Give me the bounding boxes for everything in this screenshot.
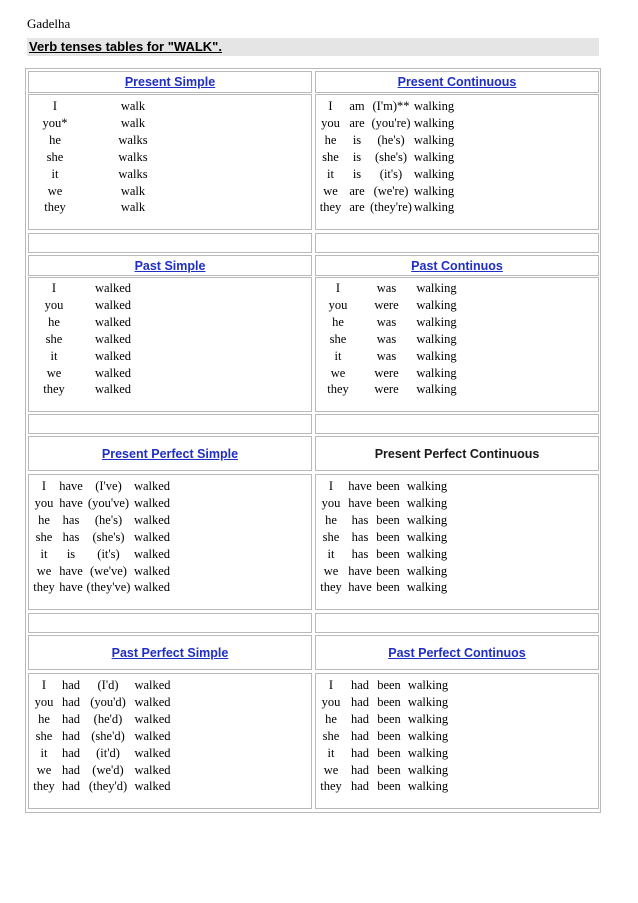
table-cell: have [348,495,372,510]
present-simple-header: Present Simple [28,71,312,93]
spacer-cell [28,414,312,434]
table-row [31,365,149,382]
table-cell: we [47,183,63,198]
table-cell: had [61,694,81,709]
table-cell: he [38,512,50,527]
present-perfect-continuous-cell [315,474,599,610]
table-cell: been [376,546,400,561]
table-row [31,331,149,348]
table-row [31,694,174,711]
table-cell: has [62,512,80,527]
table-cell: walking [407,694,449,709]
table-cell: walking [413,200,455,215]
table-cell: walked [133,529,171,544]
table-row [316,149,455,166]
spacer-cell [28,233,312,253]
table-cell: are [349,115,365,130]
spacer-cell [315,414,599,434]
table-cell: (we'd) [92,762,124,777]
table-cell: (we're) [373,183,409,198]
table-cell: it [327,745,335,760]
table-cell: he [48,314,60,329]
table-cell: he [324,132,337,147]
author-name: Gadelha [27,16,71,31]
table-cell: had [350,779,370,794]
table-row [317,331,459,348]
table-cell: been [376,563,400,578]
table-cell: was [376,331,397,346]
table-row [317,745,453,762]
table-cell: (she'd) [91,728,125,743]
table-row [317,512,453,529]
table-cell: he [325,512,337,527]
past-perfect-simple-table [31,677,174,795]
table-cell: we [36,762,52,777]
table-row [317,546,453,563]
table-cell: it [40,745,48,760]
table-row [317,677,453,694]
table-cell: (it'd) [96,745,120,760]
table-cell: it [51,166,59,181]
table-row [317,694,453,711]
table-cell: have [348,580,372,595]
table-cell: walked [134,779,171,794]
table-cell: is [352,132,362,147]
table-cell: you [328,297,348,312]
past-simple-table [31,280,149,398]
table-cell: walked [134,762,171,777]
table-row [31,314,149,331]
table-row [316,115,455,132]
table-row [317,365,459,382]
table-cell: walking [416,331,457,346]
table-cell: walked [133,512,171,527]
table-cell: been [376,580,400,595]
table-cell: had [61,711,81,726]
table-cell: he [325,711,337,726]
table-cell: had [61,745,81,760]
table-cell: walked [133,580,171,595]
table-cell: walking [413,149,455,164]
table-cell: walking [413,132,455,147]
table-row [31,495,172,512]
table-cell: you [44,297,64,312]
present-perfect-continuous-header: Present Perfect Continuous [315,436,599,471]
table-row [316,199,455,216]
table-row [31,183,187,200]
table-cell: she [35,728,53,743]
table-cell: been [377,694,401,709]
table-cell: have [59,563,83,578]
table-cell: walked [134,711,171,726]
past-continuous-table [317,280,459,398]
table-cell: walk [120,115,146,130]
table-row [31,512,172,529]
table-cell: walked [134,728,171,743]
table-cell: been [377,678,401,692]
present-continuous-table [316,98,455,216]
table-row [31,728,174,745]
table-row [316,98,455,115]
table-cell: we [46,365,62,380]
table-cell: we [330,365,346,380]
table-cell: was [376,281,397,295]
table-cell: I [328,99,333,113]
table-cell: you [321,115,340,130]
table-cell: walking [406,512,448,527]
table-cell: had [350,728,370,743]
table-cell: walking [407,728,449,743]
table-row [31,563,172,580]
table-cell: walks [118,132,148,147]
table-row [31,115,187,132]
table-cell: walking [407,762,449,777]
table-cell: we [323,563,339,578]
table-cell: I [328,678,334,692]
table-row [31,199,187,216]
table-cell: it [327,546,335,561]
table-cell: walked [94,297,132,312]
table-cell: has [351,546,369,561]
table-row [31,98,187,115]
table-cell: (they're) [370,200,412,215]
table-row [317,478,453,495]
table-row [317,280,459,297]
table-cell: they [43,382,65,397]
present-perfect-simple-table [31,478,172,596]
table-cell: I [328,479,334,493]
table-cell: have [59,580,83,595]
table-cell: she [322,728,340,743]
table-cell: were [374,382,399,397]
table-cell: were [374,365,399,380]
table-cell: (I've) [95,479,122,493]
table-cell: has [62,529,80,544]
table-cell: (they'd) [88,779,128,794]
table-row [31,579,172,596]
table-cell: been [377,711,401,726]
table-cell: been [376,512,400,527]
table-cell: it [50,348,58,363]
table-row [317,778,453,795]
table-row [317,579,453,596]
spacer-cell [315,613,599,633]
table-cell: walked [134,694,171,709]
table-cell: you [34,694,54,709]
table-cell: walked [133,479,171,493]
table-cell: walked [94,314,132,329]
table-cell: was [376,314,397,329]
table-cell: walking [406,546,448,561]
table-cell: I [52,99,58,113]
table-cell: been [377,745,401,760]
past-perfect-continuous-cell [315,673,599,809]
table-cell: they [33,779,55,794]
table-cell: walking [416,314,457,329]
table-cell: (it's) [97,546,120,561]
table-cell: walked [134,678,171,692]
table-cell: he [38,711,50,726]
table-cell: walking [413,166,455,181]
table-cell: walking [413,115,455,130]
table-cell: they [320,580,342,595]
present-perfect-continuous-table [317,478,453,596]
past-simple-header: Past Simple [28,255,312,276]
table-cell: have [59,479,83,493]
table-cell: had [350,694,370,709]
present-continuous-header: Present Continuous [315,71,599,93]
table-cell: walked [133,563,171,578]
table-row [317,381,459,398]
table-cell: they [319,200,342,215]
past-perfect-simple-header: Past Perfect Simple [28,635,312,670]
document-title: Verb tenses tables for "WALK". [27,38,599,56]
table-cell: we [323,183,338,198]
table-cell: had [61,678,81,692]
table-cell: I [335,281,341,295]
past-perfect-continuous-table [317,677,453,795]
table-cell: (it's) [379,166,403,181]
table-cell: (he's) [377,132,405,147]
table-row [31,280,149,297]
table-cell: it [334,348,342,363]
table-cell: walking [407,745,449,760]
table-row [31,529,172,546]
table-row [317,495,453,512]
table-cell: walking [413,99,455,113]
table-cell: walking [416,281,457,295]
table-cell: was [376,348,397,363]
table-cell: they [33,580,55,595]
table-cell: had [350,678,370,692]
table-cell: walk [120,183,146,198]
table-cell: been [376,479,400,493]
table-cell: walks [118,149,148,164]
table-row [316,166,455,183]
table-cell: she [46,149,64,164]
table-cell: she [322,149,339,164]
table-cell: you* [42,115,68,130]
table-cell: walked [94,281,132,295]
table-cell: walking [406,529,448,544]
table-cell: had [350,745,370,760]
table-cell: (we've) [90,563,127,578]
table-cell: have [59,495,83,510]
table-cell: she [35,529,53,544]
past-perfect-simple-cell [28,673,312,809]
past-continuous-header: Past Continuos [315,255,599,276]
table-row [317,711,453,728]
table-cell: they [327,382,349,397]
table-cell: walking [416,297,457,312]
table-cell: walk [120,200,146,215]
table-cell: (she's) [374,149,408,164]
present-simple-table [31,98,187,216]
table-row [31,381,149,398]
table-cell: has [351,512,369,527]
table-row [317,728,453,745]
table-cell: walks [118,166,148,181]
table-cell: it [327,166,334,181]
present-perfect-simple-header: Present Perfect Simple [28,436,312,471]
table-cell: he [49,132,61,147]
table-cell: walking [416,365,457,380]
table-cell: I [51,281,57,295]
table-row [317,314,459,331]
table-cell: she [329,331,347,346]
table-row [31,778,174,795]
table-cell: you [34,495,54,510]
table-cell: you [321,495,341,510]
table-row [317,529,453,546]
table-cell: had [61,762,81,777]
table-cell: been [377,779,401,794]
table-cell: you [321,694,341,709]
table-cell: is [352,149,362,164]
table-cell: walk [120,99,146,113]
table-cell: (you're) [371,115,411,130]
table-cell: it [40,546,48,561]
table-cell: walked [133,546,171,561]
table-cell: (I'd) [97,678,119,692]
table-cell: walking [416,382,457,397]
table-row [317,563,453,580]
table-cell: we [323,762,339,777]
present-perfect-simple-cell [28,474,312,610]
past-perfect-continuous-header: Past Perfect Continuos [315,635,599,670]
table-cell: had [61,779,81,794]
table-cell: is [66,546,76,561]
table-cell: is [352,166,362,181]
spacer-cell [28,613,312,633]
table-cell: had [350,711,370,726]
table-cell: walking [407,711,449,726]
table-cell: walking [406,563,448,578]
table-cell: (he'd) [93,711,123,726]
table-cell: (she's) [92,529,125,544]
table-cell: been [376,529,400,544]
table-cell: walked [94,382,132,397]
table-cell: had [61,728,81,743]
table-row [316,132,455,149]
table-row [31,149,187,166]
table-row [31,348,149,365]
table-cell: walked [94,365,132,380]
table-row [317,297,459,314]
table-cell: been [377,728,401,743]
table-cell: (you've) [87,495,130,510]
table-row [31,478,172,495]
table-row [31,745,174,762]
table-cell: I [41,479,47,493]
table-cell: walked [134,745,171,760]
table-cell: she [45,331,63,346]
table-cell: walking [407,678,449,692]
table-row [31,762,174,779]
table-cell: were [374,297,399,312]
present-continuous-cell [315,94,599,230]
present-simple-cell [28,94,312,230]
table-row [31,132,187,149]
table-cell: have [348,479,372,493]
table-cell: has [351,529,369,544]
table-cell: I [41,678,47,692]
table-row [317,348,459,365]
table-cell: she [322,529,340,544]
table-cell: walking [416,348,457,363]
table-cell: walking [407,779,449,794]
table-cell: (I'm)** [372,99,410,113]
table-cell: had [350,762,370,777]
table-row [31,297,149,314]
table-row [31,711,174,728]
table-cell: walking [406,495,448,510]
table-cell: he [332,314,344,329]
table-cell: are [349,183,365,198]
table-cell: are [349,200,365,215]
table-cell: walked [94,348,132,363]
table-cell: they [44,200,66,215]
table-cell: (he's) [94,512,123,527]
table-cell: have [348,563,372,578]
table-cell: walking [406,580,448,595]
table-row [31,677,174,694]
past-simple-cell [28,277,312,412]
table-cell: (they've) [86,580,131,595]
table-row [316,183,455,200]
table-cell: walked [94,331,132,346]
table-cell: we [36,563,52,578]
table-row [31,546,172,563]
table-cell: (you'd) [90,694,126,709]
table-cell: walking [406,479,448,493]
spacer-cell [315,233,599,253]
table-cell: walking [413,183,455,198]
table-cell: walked [133,495,171,510]
past-continuous-cell [315,277,599,412]
table-cell: they [320,779,342,794]
table-cell: been [377,762,401,777]
table-row [317,762,453,779]
table-cell: am [349,99,365,113]
table-row [31,166,187,183]
table-cell: been [376,495,400,510]
